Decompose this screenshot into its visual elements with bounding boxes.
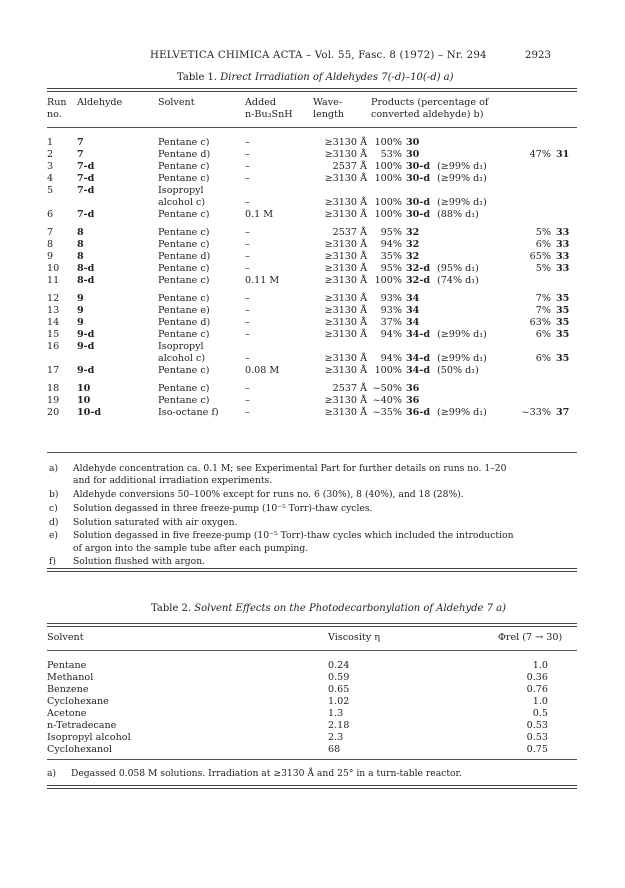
- cell-added: –: [245, 227, 250, 238]
- table2-header-rule: [47, 650, 577, 651]
- cell-aldehyde: 9-d: [77, 329, 95, 340]
- cell-solvent: Pentane d): [158, 251, 211, 262]
- t2-cell-viscosity: 2.3: [328, 732, 344, 743]
- cell-aldehyde: 9-d: [77, 341, 95, 352]
- cell-solvent: Pentane c): [158, 395, 210, 406]
- t2-header-solvent: Solvent: [47, 632, 84, 643]
- footnote-text: Solution flushed with argon.: [73, 556, 206, 567]
- table-row: [0, 720, 625, 732]
- cell-added: –: [245, 149, 250, 160]
- table-row: [0, 227, 625, 239]
- table-row: [0, 149, 625, 161]
- cell-deuterium: (≥99% d₁): [437, 407, 487, 418]
- cell-wavelength: ≥3130 Å: [324, 407, 367, 418]
- cell-solvent: Isopropyl: [158, 185, 204, 196]
- cell-deuterium: (≥99% d₁): [437, 161, 487, 172]
- t2-cell-phi: 0.53: [526, 732, 548, 743]
- cell-product2-pct: 47%: [529, 149, 551, 160]
- cell-product1-pct: 37%: [380, 317, 402, 328]
- table2-caption-prefix: Table 2.: [151, 603, 192, 614]
- cell-wavelength: 2537 Å: [332, 161, 367, 172]
- cell-aldehyde: 7: [77, 137, 84, 148]
- cell-wavelength: ≥3130 Å: [324, 305, 367, 316]
- table-row: [0, 672, 625, 684]
- t2-cell-viscosity: 0.24: [328, 660, 350, 671]
- table-row: [0, 173, 625, 185]
- cell-run: 19: [47, 395, 60, 406]
- cell-product1-compound: 36: [406, 395, 420, 406]
- cell-solvent: Pentane c): [158, 209, 210, 220]
- table2-end-rule: [47, 785, 577, 789]
- cell-aldehyde: 8: [77, 251, 84, 262]
- cell-product1-compound: 34-d: [406, 365, 431, 376]
- cell-added: –: [245, 197, 250, 208]
- cell-wavelength: ≥3130 Å: [324, 149, 367, 160]
- cell-product2-compound: 33: [556, 239, 570, 250]
- footnote-mark: b): [49, 489, 59, 500]
- cell-run: 18: [47, 383, 60, 394]
- table-row: [0, 708, 625, 720]
- cell-product1-pct: 95%: [380, 227, 402, 238]
- cell-solvent: Pentane c): [158, 365, 210, 376]
- cell-added: –: [245, 407, 250, 418]
- t2-cell-solvent: Methanol: [47, 672, 94, 683]
- cell-product1-compound: 34-d: [406, 329, 431, 340]
- cell-added: –: [245, 329, 250, 340]
- footnote-text: Solution saturated with air oxygen.: [73, 517, 238, 528]
- cell-product1-compound: 32-d: [406, 263, 431, 274]
- table-row: [0, 251, 625, 263]
- cell-added: –: [245, 395, 250, 406]
- cell-run: 20: [47, 407, 60, 418]
- cell-aldehyde: 8: [77, 239, 84, 250]
- cell-added: –: [245, 383, 250, 394]
- header-added-reagent: n-Bu₃SnH: [245, 109, 293, 120]
- cell-product1-compound: 36-d: [406, 407, 431, 418]
- cell-product2-pct: 5%: [535, 263, 551, 274]
- cell-run: 17: [47, 365, 60, 376]
- header-solvent: Solvent: [158, 97, 195, 108]
- cell-product1-compound: 30-d: [406, 161, 431, 172]
- table1-caption: [177, 72, 454, 83]
- cell-aldehyde: 10-d: [77, 407, 102, 418]
- cell-aldehyde: 10: [77, 395, 91, 406]
- cell-product1-compound: 30: [406, 137, 420, 148]
- cell-solvent: Pentane c): [158, 293, 210, 304]
- table1-caption-prefix: Table 1.: [177, 72, 218, 83]
- cell-added: –: [245, 173, 250, 184]
- cell-added: –: [245, 161, 250, 172]
- cell-run: 16: [47, 341, 60, 352]
- table2-top-rule: [47, 623, 577, 627]
- cell-wavelength: ≥3130 Å: [324, 317, 367, 328]
- table1-header-rule: [47, 127, 577, 128]
- cell-product2-pct: 7%: [535, 305, 551, 316]
- cell-wavelength: ≥3130 Å: [324, 173, 367, 184]
- cell-added: –: [245, 305, 250, 316]
- cell-product1-compound: 32: [406, 239, 420, 250]
- cell-run: 1: [47, 137, 54, 148]
- journal-title: HELVETICA CHIMICA ACTA – Vol. 55, Fasc. 8 (1972) – Nr. 294: [150, 50, 487, 61]
- footnote-mark: e): [49, 530, 59, 541]
- cell-added: –: [245, 293, 250, 304]
- cell-product2-compound: 35: [556, 305, 570, 316]
- t2-cell-viscosity: 0.65: [328, 684, 350, 695]
- cell-run: 4: [47, 173, 54, 184]
- cell-run: 11: [47, 275, 60, 286]
- cell-aldehyde: 7-d: [77, 161, 95, 172]
- cell-run: 13: [47, 305, 60, 316]
- cell-product2-pct: 6%: [535, 329, 551, 340]
- cell-product2-pct: 5%: [535, 227, 551, 238]
- table-row: [0, 239, 625, 251]
- cell-product1-pct: 100%: [374, 173, 402, 184]
- cell-added: –: [245, 239, 250, 250]
- cell-added: –: [245, 251, 250, 262]
- header-run: Run: [47, 97, 67, 108]
- cell-run: 5: [47, 185, 54, 196]
- t2-cell-viscosity: 0.59: [328, 672, 350, 683]
- cell-product1-compound: 30-d: [406, 209, 431, 220]
- table1-caption-title: Direct Irradiation of Aldehydes 7(-d)–10(-d) a): [220, 72, 454, 83]
- table-row: [0, 365, 625, 377]
- cell-wavelength: ≥3130 Å: [324, 275, 367, 286]
- cell-product2-compound: 35: [556, 317, 570, 328]
- cell-run: 7: [47, 227, 54, 238]
- table-row: [0, 732, 625, 744]
- cell-product2-pct: 7%: [535, 293, 551, 304]
- table-row: [0, 293, 625, 305]
- t2-footnote-text: Degassed 0.058 M solutions. Irradiation at ≥3130 Å and 25° in a turn-table reactor.: [70, 768, 462, 779]
- cell-run: 15: [47, 329, 60, 340]
- header-products: Products (percentage of: [371, 97, 489, 108]
- table-row: [0, 744, 625, 756]
- cell-product1-compound: 32: [406, 227, 420, 238]
- cell-deuterium: (≥99% d₁): [437, 173, 487, 184]
- cell-deuterium: (≥99% d₁): [437, 197, 487, 208]
- cell-wavelength: ≥3130 Å: [324, 239, 367, 250]
- t2-header-viscosity: Viscosity η: [328, 632, 380, 643]
- cell-deuterium: (88% d₁): [437, 209, 479, 220]
- cell-deuterium: (95% d₁): [437, 263, 479, 274]
- header-run-no: no.: [47, 109, 62, 120]
- cell-product1-pct: 100%: [374, 137, 402, 148]
- cell-product1-compound: 32-d: [406, 275, 431, 286]
- cell-aldehyde: 7-d: [77, 209, 95, 220]
- cell-product1-pct: 93%: [380, 305, 402, 316]
- t2-cell-phi: 0.5: [532, 708, 548, 719]
- cell-product1-compound: 30-d: [406, 197, 431, 208]
- cell-product2-compound: 33: [556, 227, 570, 238]
- footnote-text: Solution degassed in five freeze-pump (10⁻⁵ Torr)-thaw cycles which included the introduction: [73, 530, 514, 541]
- cell-wavelength: ≥3130 Å: [324, 395, 367, 406]
- cell-aldehyde: 8: [77, 227, 84, 238]
- t2-cell-solvent: Benzene: [47, 684, 89, 695]
- t2-cell-viscosity: 2.18: [328, 720, 350, 731]
- cell-aldehyde: 7-d: [77, 173, 95, 184]
- cell-product2-compound: 33: [556, 251, 570, 262]
- cell-product2-pct: ~33%: [521, 407, 551, 418]
- cell-product1-pct: 93%: [380, 293, 402, 304]
- header-products-2: converted aldehyde) b): [371, 109, 484, 120]
- cell-aldehyde: 10: [77, 383, 91, 394]
- cell-solvent: Pentane c): [158, 239, 210, 250]
- footnote-mark: c): [49, 503, 58, 514]
- cell-solvent: Pentane c): [158, 383, 210, 394]
- cell-product2-compound: 37: [556, 407, 570, 418]
- cell-wavelength: ≥3130 Å: [324, 365, 367, 376]
- table2-caption-title: Solvent Effects on the Photodecarbonylation of Aldehyde 7 a): [194, 603, 507, 614]
- cell-aldehyde: 9: [77, 293, 84, 304]
- table-row: [0, 395, 625, 407]
- table-row: [0, 696, 625, 708]
- footnote-text: and for additional irradiation experiments.: [73, 475, 273, 486]
- cell-wavelength: ≥3130 Å: [324, 353, 367, 364]
- cell-wavelength: ≥3130 Å: [324, 209, 367, 220]
- table1-top-rule: [47, 88, 577, 92]
- cell-added: –: [245, 263, 250, 274]
- t2-cell-solvent: Isopropyl alcohol: [47, 732, 131, 743]
- cell-run: 10: [47, 263, 60, 274]
- cell-aldehyde: 9-d: [77, 365, 95, 376]
- cell-solvent: Pentane c): [158, 137, 210, 148]
- header-wavelength: Wave-: [313, 97, 343, 108]
- cell-wavelength: ≥3130 Å: [324, 251, 367, 262]
- t2-cell-solvent: Acetone: [47, 708, 87, 719]
- cell-product2-pct: 6%: [535, 239, 551, 250]
- table-row: [0, 263, 625, 275]
- cell-product1-pct: ~50%: [372, 383, 402, 394]
- t2-cell-phi: 1.0: [532, 660, 548, 671]
- table-row: [0, 407, 625, 419]
- t2-cell-solvent: n-Tetradecane: [47, 720, 117, 731]
- cell-added: –: [245, 317, 250, 328]
- cell-solvent: Isopropyl: [158, 341, 204, 352]
- cell-run: 12: [47, 293, 60, 304]
- cell-solvent: alcohol c): [158, 353, 206, 364]
- cell-wavelength: ≥3130 Å: [324, 293, 367, 304]
- cell-product1-pct: 35%: [380, 251, 402, 262]
- table-row: [0, 209, 625, 221]
- t2-cell-phi: 0.36: [526, 672, 548, 683]
- cell-run: 2: [47, 149, 54, 160]
- t2-cell-solvent: Pentane: [47, 660, 87, 671]
- cell-product1-compound: 36: [406, 383, 420, 394]
- cell-product1-pct: ~40%: [372, 395, 402, 406]
- cell-solvent: Pentane c): [158, 275, 210, 286]
- cell-deuterium: (74% d₁): [437, 275, 479, 286]
- table-row: [0, 317, 625, 329]
- table-row: [0, 660, 625, 672]
- cell-added: 0.08 M: [245, 365, 280, 376]
- cell-solvent: Pentane d): [158, 149, 211, 160]
- cell-wavelength: 2537 Å: [332, 227, 367, 238]
- header-wavelength-2: length: [313, 109, 345, 120]
- table-row: [0, 353, 625, 365]
- cell-product1-pct: 100%: [374, 365, 402, 376]
- t2-header-phi: Φrel (7 → 30): [498, 632, 563, 643]
- cell-product2-pct: 6%: [535, 353, 551, 364]
- cell-product1-compound: 30: [406, 149, 420, 160]
- table2-bottom-rule: [47, 759, 577, 760]
- cell-product1-pct: 53%: [380, 149, 402, 160]
- cell-aldehyde: 8-d: [77, 263, 95, 274]
- footnote-text: Aldehyde conversions 50–100% except for runs no. 6 (30%), 8 (40%), and 18 (28%).: [73, 489, 464, 500]
- cell-run: 9: [47, 251, 54, 262]
- cell-product2-compound: 35: [556, 353, 570, 364]
- cell-product2-compound: 35: [556, 293, 570, 304]
- t2-cell-viscosity: 1.02: [328, 696, 350, 707]
- footnote-text: Solution degassed in three freeze-pump (10⁻⁵ Torr)-thaw cycles.: [73, 503, 373, 514]
- cell-aldehyde: 7: [77, 149, 84, 160]
- cell-product1-pct: 100%: [374, 209, 402, 220]
- cell-wavelength: 2537 Å: [332, 383, 367, 394]
- cell-added: 0.1 M: [245, 209, 274, 220]
- cell-product1-compound: 34-d: [406, 353, 431, 364]
- cell-solvent: Pentane c): [158, 173, 210, 184]
- cell-wavelength: ≥3130 Å: [324, 263, 367, 274]
- table-row: [0, 197, 625, 209]
- cell-product2-pct: 65%: [529, 251, 551, 262]
- cell-solvent: Pentane c): [158, 263, 210, 274]
- table-row: [0, 275, 625, 287]
- cell-product2-compound: 33: [556, 263, 570, 274]
- cell-added: –: [245, 137, 250, 148]
- cell-added: –: [245, 353, 250, 364]
- table2-footnote: [47, 768, 462, 779]
- cell-product1-pct: 95%: [380, 263, 402, 274]
- cell-product1-compound: 34: [406, 317, 420, 328]
- cell-deuterium: (≥99% d₁): [437, 353, 487, 364]
- cell-aldehyde: 7-d: [77, 185, 95, 196]
- cell-solvent: Pentane c): [158, 161, 210, 172]
- cell-product1-pct: ~35%: [372, 407, 402, 418]
- t2-cell-phi: 0.53: [526, 720, 548, 731]
- cell-product2-compound: 31: [556, 149, 570, 160]
- cell-wavelength: ≥3130 Å: [324, 329, 367, 340]
- cell-solvent: Iso-octane f): [158, 407, 219, 418]
- cell-product2-compound: 35: [556, 329, 570, 340]
- cell-product1-compound: 30-d: [406, 173, 431, 184]
- cell-solvent: Pentane d): [158, 317, 211, 328]
- cell-run: 6: [47, 209, 54, 220]
- cell-run: 8: [47, 239, 54, 250]
- cell-product1-pct: 94%: [380, 329, 402, 340]
- cell-wavelength: ≥3130 Å: [324, 137, 367, 148]
- t2-cell-phi: 1.0: [532, 696, 548, 707]
- t2-cell-viscosity: 1.3: [328, 708, 344, 719]
- table1-bottom-rule: [47, 452, 577, 453]
- t2-cell-phi: 0.76: [526, 684, 548, 695]
- cell-product2-pct: 63%: [529, 317, 551, 328]
- table-row: [0, 161, 625, 173]
- footnote-mark: a): [49, 463, 59, 474]
- page-number: 2923: [525, 50, 551, 61]
- table-row: [0, 185, 625, 197]
- t2-cell-phi: 0.75: [526, 744, 548, 755]
- table-row: [0, 305, 625, 317]
- cell-solvent: Pentane e): [158, 305, 210, 316]
- cell-product1-pct: 100%: [374, 197, 402, 208]
- t2-cell-viscosity: 68: [328, 744, 341, 755]
- cell-solvent: alcohol c): [158, 197, 206, 208]
- footnote-mark: d): [49, 517, 59, 528]
- cell-deuterium: (≥99% d₁): [437, 329, 487, 340]
- cell-aldehyde: 9: [77, 305, 84, 316]
- footnote-text: Aldehyde concentration ca. 0.1 M; see Experimental Part for further details on runs no. 1–20: [73, 463, 507, 474]
- cell-added: 0.11 M: [245, 275, 280, 286]
- cell-product1-compound: 32: [406, 251, 420, 262]
- cell-run: 14: [47, 317, 60, 328]
- header-aldehyde: Aldehyde: [77, 97, 123, 108]
- table-row: [0, 329, 625, 341]
- table-row: [0, 137, 625, 149]
- footnote-mark: f): [49, 556, 56, 567]
- table2-caption: [151, 603, 506, 614]
- table-row: [0, 383, 625, 395]
- t2-cell-solvent: Cyclohexanol: [47, 744, 112, 755]
- table1-end-rule: [47, 568, 577, 572]
- cell-aldehyde: 9: [77, 317, 84, 328]
- cell-product1-pct: 100%: [374, 275, 402, 286]
- cell-solvent: Pentane c): [158, 227, 210, 238]
- header-added: Added: [245, 97, 277, 108]
- cell-aldehyde: 8-d: [77, 275, 95, 286]
- cell-solvent: Pentane c): [158, 329, 210, 340]
- cell-run: 3: [47, 161, 54, 172]
- cell-product1-pct: 100%: [374, 161, 402, 172]
- t2-cell-solvent: Cyclohexane: [47, 696, 109, 707]
- table-row: [0, 684, 625, 696]
- cell-wavelength: ≥3130 Å: [324, 197, 367, 208]
- t2-footnote-mark: a): [47, 768, 57, 779]
- cell-product1-pct: 94%: [380, 353, 402, 364]
- cell-product1-compound: 34: [406, 305, 420, 316]
- cell-product1-pct: 94%: [380, 239, 402, 250]
- cell-deuterium: (50% d₁): [437, 365, 479, 376]
- cell-product1-compound: 34: [406, 293, 420, 304]
- footnote-text: of argon into the sample tube after each pumping.: [73, 543, 309, 554]
- table-row: [0, 341, 625, 353]
